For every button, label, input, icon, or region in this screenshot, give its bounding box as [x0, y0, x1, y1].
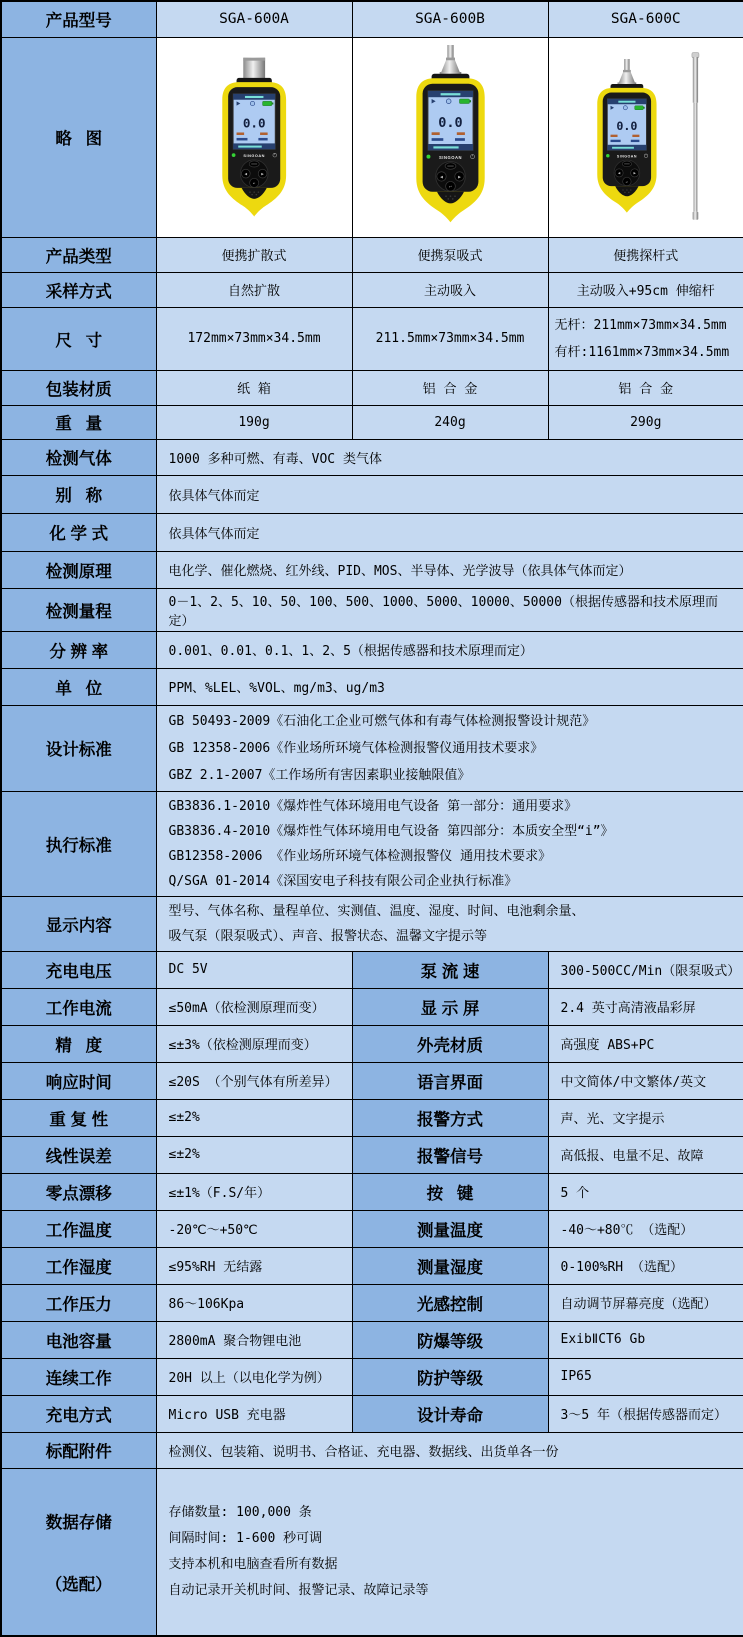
- data-storage-label-line1: 数据存储: [45, 1513, 112, 1532]
- packing-b: 铝 合 金: [352, 370, 548, 405]
- spec-label: 重 复 性: [1, 1099, 156, 1136]
- packing-c: 铝 合 金: [548, 370, 743, 405]
- weight-b: 240g: [352, 405, 548, 439]
- spec-row-linearity-error: [1, 1136, 743, 1173]
- spec-value: 2.4 英寸高清液晶彩屏: [548, 988, 743, 1025]
- accessories-row: [1, 1432, 743, 1468]
- gas-row: [1, 439, 743, 475]
- principle-label: 检测原理: [1, 551, 156, 588]
- principle-value: 电化学、催化燃烧、红外线、PID、MOS、半导体、光学波导（依具体气体而定）: [156, 551, 743, 588]
- weight-label: 重 量: [1, 405, 156, 439]
- spec-label: 泵 流 速: [352, 951, 548, 988]
- principle-row: [1, 551, 743, 588]
- header-row: [1, 1, 743, 37]
- spec-label: 工作湿度: [1, 1247, 156, 1284]
- spec-label: 工作电流: [1, 988, 156, 1025]
- packing-row: [1, 370, 743, 405]
- range-value: 0－1、2、5、10、50、100、500、1000、5000、10000、50000（根据传感器和技术原理而定）: [156, 588, 743, 631]
- design-standard-line: GB 50493-2009《石油化工企业可燃气体和有毒气体检测报警设计规范》: [168, 713, 596, 729]
- design-standard-line: GBZ 2.1-2007《工作场所有害因素职业接触限值》: [168, 767, 471, 783]
- unit-row: [1, 668, 743, 705]
- header-label: 产品型号: [1, 1, 156, 37]
- exec-standard-line: Q/SGA 01-2014《深国安电子科技有限公司企业执行标准》: [168, 873, 518, 889]
- spec-value: ≤50mA（依检测原理而变）: [156, 988, 352, 1025]
- spec-value: 0-100%RH （选配）: [548, 1247, 743, 1284]
- model-name-c: SGA-600C: [548, 1, 743, 37]
- design-standard-value: [156, 705, 743, 791]
- type-c: 便携探杆式: [548, 237, 743, 272]
- spec-row-repeatability: [1, 1099, 743, 1136]
- display-content-line: 型号、气体名称、量程单位、实测值、温度、湿度、时间、电池剩余量、: [168, 903, 585, 919]
- spec-label: 测量温度: [352, 1210, 548, 1247]
- exec-standard-row: [1, 791, 743, 896]
- exec-standard-line: GB12358-2006 《作业场所环境气体检测报警仪 通用技术要求》: [168, 848, 552, 864]
- data-storage-row: [1, 1468, 743, 1636]
- data-storage-line: 存储数量: 100,000 条: [168, 1504, 312, 1520]
- spec-label: 显 示 屏: [352, 988, 548, 1025]
- formula-row: [1, 513, 743, 551]
- size-label: 尺 寸: [1, 307, 156, 370]
- spec-label: 工作温度: [1, 1210, 156, 1247]
- data-storage-line: 支持本机和电脑查看所有数据: [168, 1556, 338, 1572]
- alias-label: 别 称: [1, 475, 156, 513]
- sampling-b: 主动吸入: [352, 272, 548, 307]
- spec-value: 20H 以上（以电化学为例）: [156, 1358, 352, 1395]
- display-content-value: [156, 896, 743, 951]
- spec-value: ≤±3%（依检测原理而变）: [156, 1025, 352, 1062]
- spec-label: 防爆等级: [352, 1321, 548, 1358]
- spec-label: 线性误差: [1, 1136, 156, 1173]
- display-content-line: 吸气泵（限泵吸式）、声音、报警状态、温馨文字提示等: [168, 928, 488, 944]
- spec-value: IP65: [548, 1358, 743, 1395]
- sampling-label: 采样方式: [1, 272, 156, 307]
- product-image-cell-c: [548, 37, 743, 237]
- spec-value: ≤±2%: [156, 1136, 352, 1173]
- sketch-row: [1, 37, 743, 237]
- spec-row-continuous-work: [1, 1358, 743, 1395]
- gas-detector-pump-illustration: [401, 45, 500, 225]
- spec-label: 报警方式: [352, 1099, 548, 1136]
- size-c-with-rod: 有杆:1161mm×73mm×34.5mm: [554, 344, 730, 360]
- gas-value: 1000 多种可燃、有毒、VOC 类气体: [156, 439, 743, 475]
- spec-value: 自动调节屏幕亮度（选配）: [548, 1284, 743, 1321]
- spec-row-zero-drift: [1, 1173, 743, 1210]
- spec-row-response-time: [1, 1062, 743, 1099]
- spec-value: 3～5 年（根据传感器而定）: [548, 1395, 743, 1432]
- sketch-label: 略 图: [1, 37, 156, 237]
- formula-value: 依具体气体而定: [156, 513, 743, 551]
- gas-label: 检测气体: [1, 439, 156, 475]
- display-content-row: [1, 896, 743, 951]
- spec-label: 充电方式: [1, 1395, 156, 1432]
- spec-label: 光感控制: [352, 1284, 548, 1321]
- spec-label: 报警信号: [352, 1136, 548, 1173]
- spec-row-working-humidity: [1, 1247, 743, 1284]
- resolution-value: 0.001、0.01、0.1、1、2、5（根据传感器和技术原理而定）: [156, 631, 743, 668]
- telescopic-rod-illustration: [684, 49, 707, 225]
- spec-label: 设计寿命: [352, 1395, 548, 1432]
- accessories-value: 检测仪、包装箱、说明书、合格证、充电器、数据线、出货单各一份: [156, 1432, 743, 1468]
- data-storage-line: 间隔时间: 1-600 秒可调: [168, 1530, 323, 1546]
- data-storage-label: [1, 1468, 156, 1636]
- spec-value: ≤±2%: [156, 1099, 352, 1136]
- size-row: [1, 307, 743, 370]
- spec-label: 精 度: [1, 1025, 156, 1062]
- display-content-label: 显示内容: [1, 896, 156, 951]
- exec-standard-label: 执行标准: [1, 791, 156, 896]
- spec-label: 按 键: [352, 1173, 548, 1210]
- size-c-without-rod: 无杆：211mm×73mm×34.5mm: [554, 317, 727, 333]
- spec-row-working-pressure: [1, 1284, 743, 1321]
- spec-value: ≤95%RH 无结露: [156, 1247, 352, 1284]
- weight-c: 290g: [548, 405, 743, 439]
- spec-value: 300-500CC/Min（限泵吸式）: [548, 951, 743, 988]
- spec-row-working-current: [1, 988, 743, 1025]
- type-label: 产品类型: [1, 237, 156, 272]
- spec-label: 外壳材质: [352, 1025, 548, 1062]
- spec-label: 充电电压: [1, 951, 156, 988]
- range-row: [1, 588, 743, 631]
- spec-value: 高强度 ABS+PC: [548, 1025, 743, 1062]
- gas-detector-diffusion-illustration: [208, 51, 300, 219]
- formula-label: 化 学 式: [1, 513, 156, 551]
- sampling-row: [1, 272, 743, 307]
- spec-value: 高低报、电量不足、故障: [548, 1136, 743, 1173]
- product-image-cell-b: [352, 37, 548, 237]
- design-standard-line: GB 12358-2006《作业场所环境气体检测报警仪通用技术要求》: [168, 740, 544, 756]
- spec-value: 5 个: [548, 1173, 743, 1210]
- spec-row-working-temperature: [1, 1210, 743, 1247]
- unit-value: PPM、%LEL、%VOL、mg/m3、ug/m3: [156, 668, 743, 705]
- size-a: 172mm×73mm×34.5mm: [156, 307, 352, 370]
- sampling-a: 自然扩散: [156, 272, 352, 307]
- spec-value: -20℃～+50℃: [156, 1210, 352, 1247]
- data-storage-line: 自动记录开关机时间、报警记录、故障记录等: [168, 1582, 429, 1598]
- model-name-a: SGA-600A: [156, 1, 352, 37]
- packing-a: 纸 箱: [156, 370, 352, 405]
- spec-value: ExibⅡCT6 Gb: [548, 1321, 743, 1358]
- spec-value: 2800mA 聚合物锂电池: [156, 1321, 352, 1358]
- alias-value: 依具体气体而定: [156, 475, 743, 513]
- spec-value: ≤±1%（F.S/年）: [156, 1173, 352, 1210]
- model-name-b: SGA-600B: [352, 1, 548, 37]
- packing-label: 包装材质: [1, 370, 156, 405]
- spec-row-battery-capacity: [1, 1321, 743, 1358]
- spec-value: 86～106Kpa: [156, 1284, 352, 1321]
- unit-label: 单 位: [1, 668, 156, 705]
- spec-value: ≤20S （个别气体有所差异）: [156, 1062, 352, 1099]
- type-a: 便携扩散式: [156, 237, 352, 272]
- spec-value: -40～+80℃ （选配）: [548, 1210, 743, 1247]
- sampling-c: 主动吸入+95cm 伸缩杆: [548, 272, 743, 307]
- spec-label: 工作压力: [1, 1284, 156, 1321]
- data-storage-label-line2: （选配）: [45, 1575, 112, 1594]
- spec-row-charging-method: [1, 1395, 743, 1432]
- accessories-label: 标配附件: [1, 1432, 156, 1468]
- spec-row-charge-voltage: [1, 951, 743, 988]
- spec-row-accuracy: [1, 1025, 743, 1062]
- design-standard-label: 设计标准: [1, 705, 156, 791]
- weight-a: 190g: [156, 405, 352, 439]
- size-c: [548, 307, 743, 370]
- exec-standard-line: GB3836.4-2010《爆炸性气体环境用电气设备 第四部分：本质安全型“i”》: [168, 823, 614, 839]
- spec-label: 测量湿度: [352, 1247, 548, 1284]
- resolution-label: 分 辨 率: [1, 631, 156, 668]
- design-standard-row: [1, 705, 743, 791]
- spec-label: 连续工作: [1, 1358, 156, 1395]
- spec-label: 电池容量: [1, 1321, 156, 1358]
- alias-row: [1, 475, 743, 513]
- spec-value: Micro USB 充电器: [156, 1395, 352, 1432]
- product-image-cell-a: [156, 37, 352, 237]
- spec-value: DC 5V: [156, 951, 352, 988]
- type-b: 便携泵吸式: [352, 237, 548, 272]
- exec-standard-value: [156, 791, 743, 896]
- spec-label: 防护等级: [352, 1358, 548, 1395]
- spec-label: 语言界面: [352, 1062, 548, 1099]
- resolution-row: [1, 631, 743, 668]
- size-b: 211.5mm×73mm×34.5mm: [352, 307, 548, 370]
- weight-row: [1, 405, 743, 439]
- spec-value: 中文简体/中文繁体/英文: [548, 1062, 743, 1099]
- type-row: [1, 237, 743, 272]
- spec-value: 声、光、文字提示: [548, 1099, 743, 1136]
- data-storage-value: [156, 1468, 743, 1636]
- gas-detector-probe-illustration: [584, 59, 670, 215]
- spec-label: 零点漂移: [1, 1173, 156, 1210]
- spec-label: 响应时间: [1, 1062, 156, 1099]
- range-label: 检测量程: [1, 588, 156, 631]
- exec-standard-line: GB3836.1-2010《爆炸性气体环境用电气设备 第一部分：通用要求》: [168, 798, 578, 814]
